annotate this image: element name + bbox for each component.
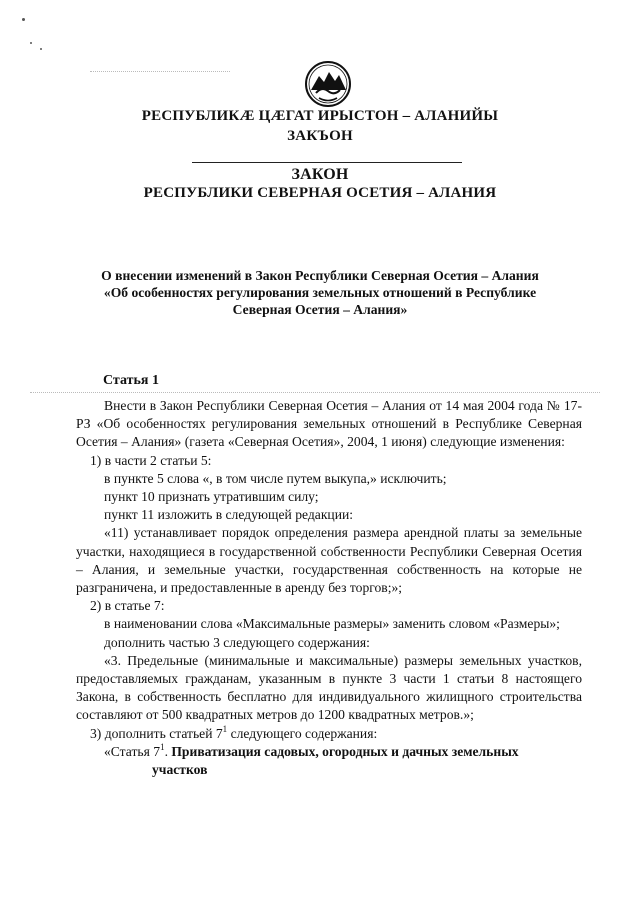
amendment-subitem: в пункте 5 слова «, в том числе путем выкупа,» исключить; <box>104 470 447 486</box>
scan-speck <box>40 48 42 50</box>
law-title-line: Северная Осетия – Алания» <box>232 302 408 317</box>
new-article-heading <box>76 743 582 761</box>
superscript: 1 <box>160 741 165 752</box>
law-title-line: О внесении изменений в Закон Республики Северная Осетия – Алания <box>101 268 539 283</box>
ossetian-law-heading: ЗАКЪОН <box>287 128 353 144</box>
amendment-subitem: дополнить частью 3 следующего содержания: <box>104 634 370 650</box>
new-article-label: «Статья 7 <box>104 743 161 759</box>
article-body <box>76 397 582 779</box>
russian-republic-heading: РЕСПУБЛИКИ СЕВЕРНАЯ ОСЕТИЯ – АЛАНИЯ <box>143 185 497 201</box>
superscript: 1 <box>222 723 228 734</box>
amendment-subitem: в наименовании слова «Максимальные размеры» заменить словом «Размеры»; <box>104 616 560 632</box>
scan-speck <box>30 42 32 44</box>
amendment-item: 1) в части 2 статьи 5: <box>90 452 212 468</box>
russian-law-heading: ЗАКОН <box>291 166 349 183</box>
scan-line <box>30 392 600 393</box>
amendment-quote: «3. Предельные (минимальные и максимальные) размеры земельных участков, предоставляемых гражданам, указанным в пункте 3 части 1 статьи 8 настоящего Закона, в собственность бесплатно для индивидуального жилищного строительства составляют от 500 квадратных метров до 1200 квадратных метров.»; <box>76 652 582 723</box>
new-article-title: Приватизация садовых, огородных и дачных земельных <box>171 743 519 759</box>
article-heading: Статья 1 <box>103 373 159 388</box>
amendment-item-text: следующего содержания: <box>227 725 378 741</box>
header-divider <box>192 162 462 163</box>
amendment-item <box>76 725 582 743</box>
amendment-item-text: 3) дополнить статьей 7 <box>90 725 223 741</box>
amendment-subitem: пункт 11 изложить в следующей редакции: <box>104 507 354 523</box>
amendment-item: 2) в статье 7: <box>90 598 165 614</box>
law-title-line: «Об особенностях регулирования земельных отношений в Республике <box>103 285 537 300</box>
amendment-quote: «11) устанавливает порядок определения размера арендной платы за земельные участки, находящиеся в государственной собственности Республики Северная Осетия – Алания, и земельные участки, государственная собственность на которые не разграничена, и предоставленные в аренду без торгов;»; <box>76 525 582 596</box>
scan-speck <box>22 18 25 21</box>
new-article-title-continued: участков <box>152 762 208 778</box>
law-title <box>60 267 580 318</box>
coat-of-arms-emblem <box>302 60 354 108</box>
amendment-subitem: пункт 10 признать утратившим силу; <box>104 489 319 505</box>
ossetian-republic-heading: РЕСПУБЛИКÆ ЦÆГАТ ИРЫСТОН – АЛАНИЙЫ <box>141 108 499 124</box>
new-article-label: . <box>164 743 172 759</box>
scan-line <box>90 71 230 72</box>
article-intro: Внести в Закон Республики Северная Осетия – Алания от 14 мая 2004 года № 17-РЗ «Об особенностях регулирования земельных отношений в Республике Северная Осетия – Алания» (газета «Северная Осетия», 2004, 1 июня) следующие изменения: <box>76 398 582 450</box>
